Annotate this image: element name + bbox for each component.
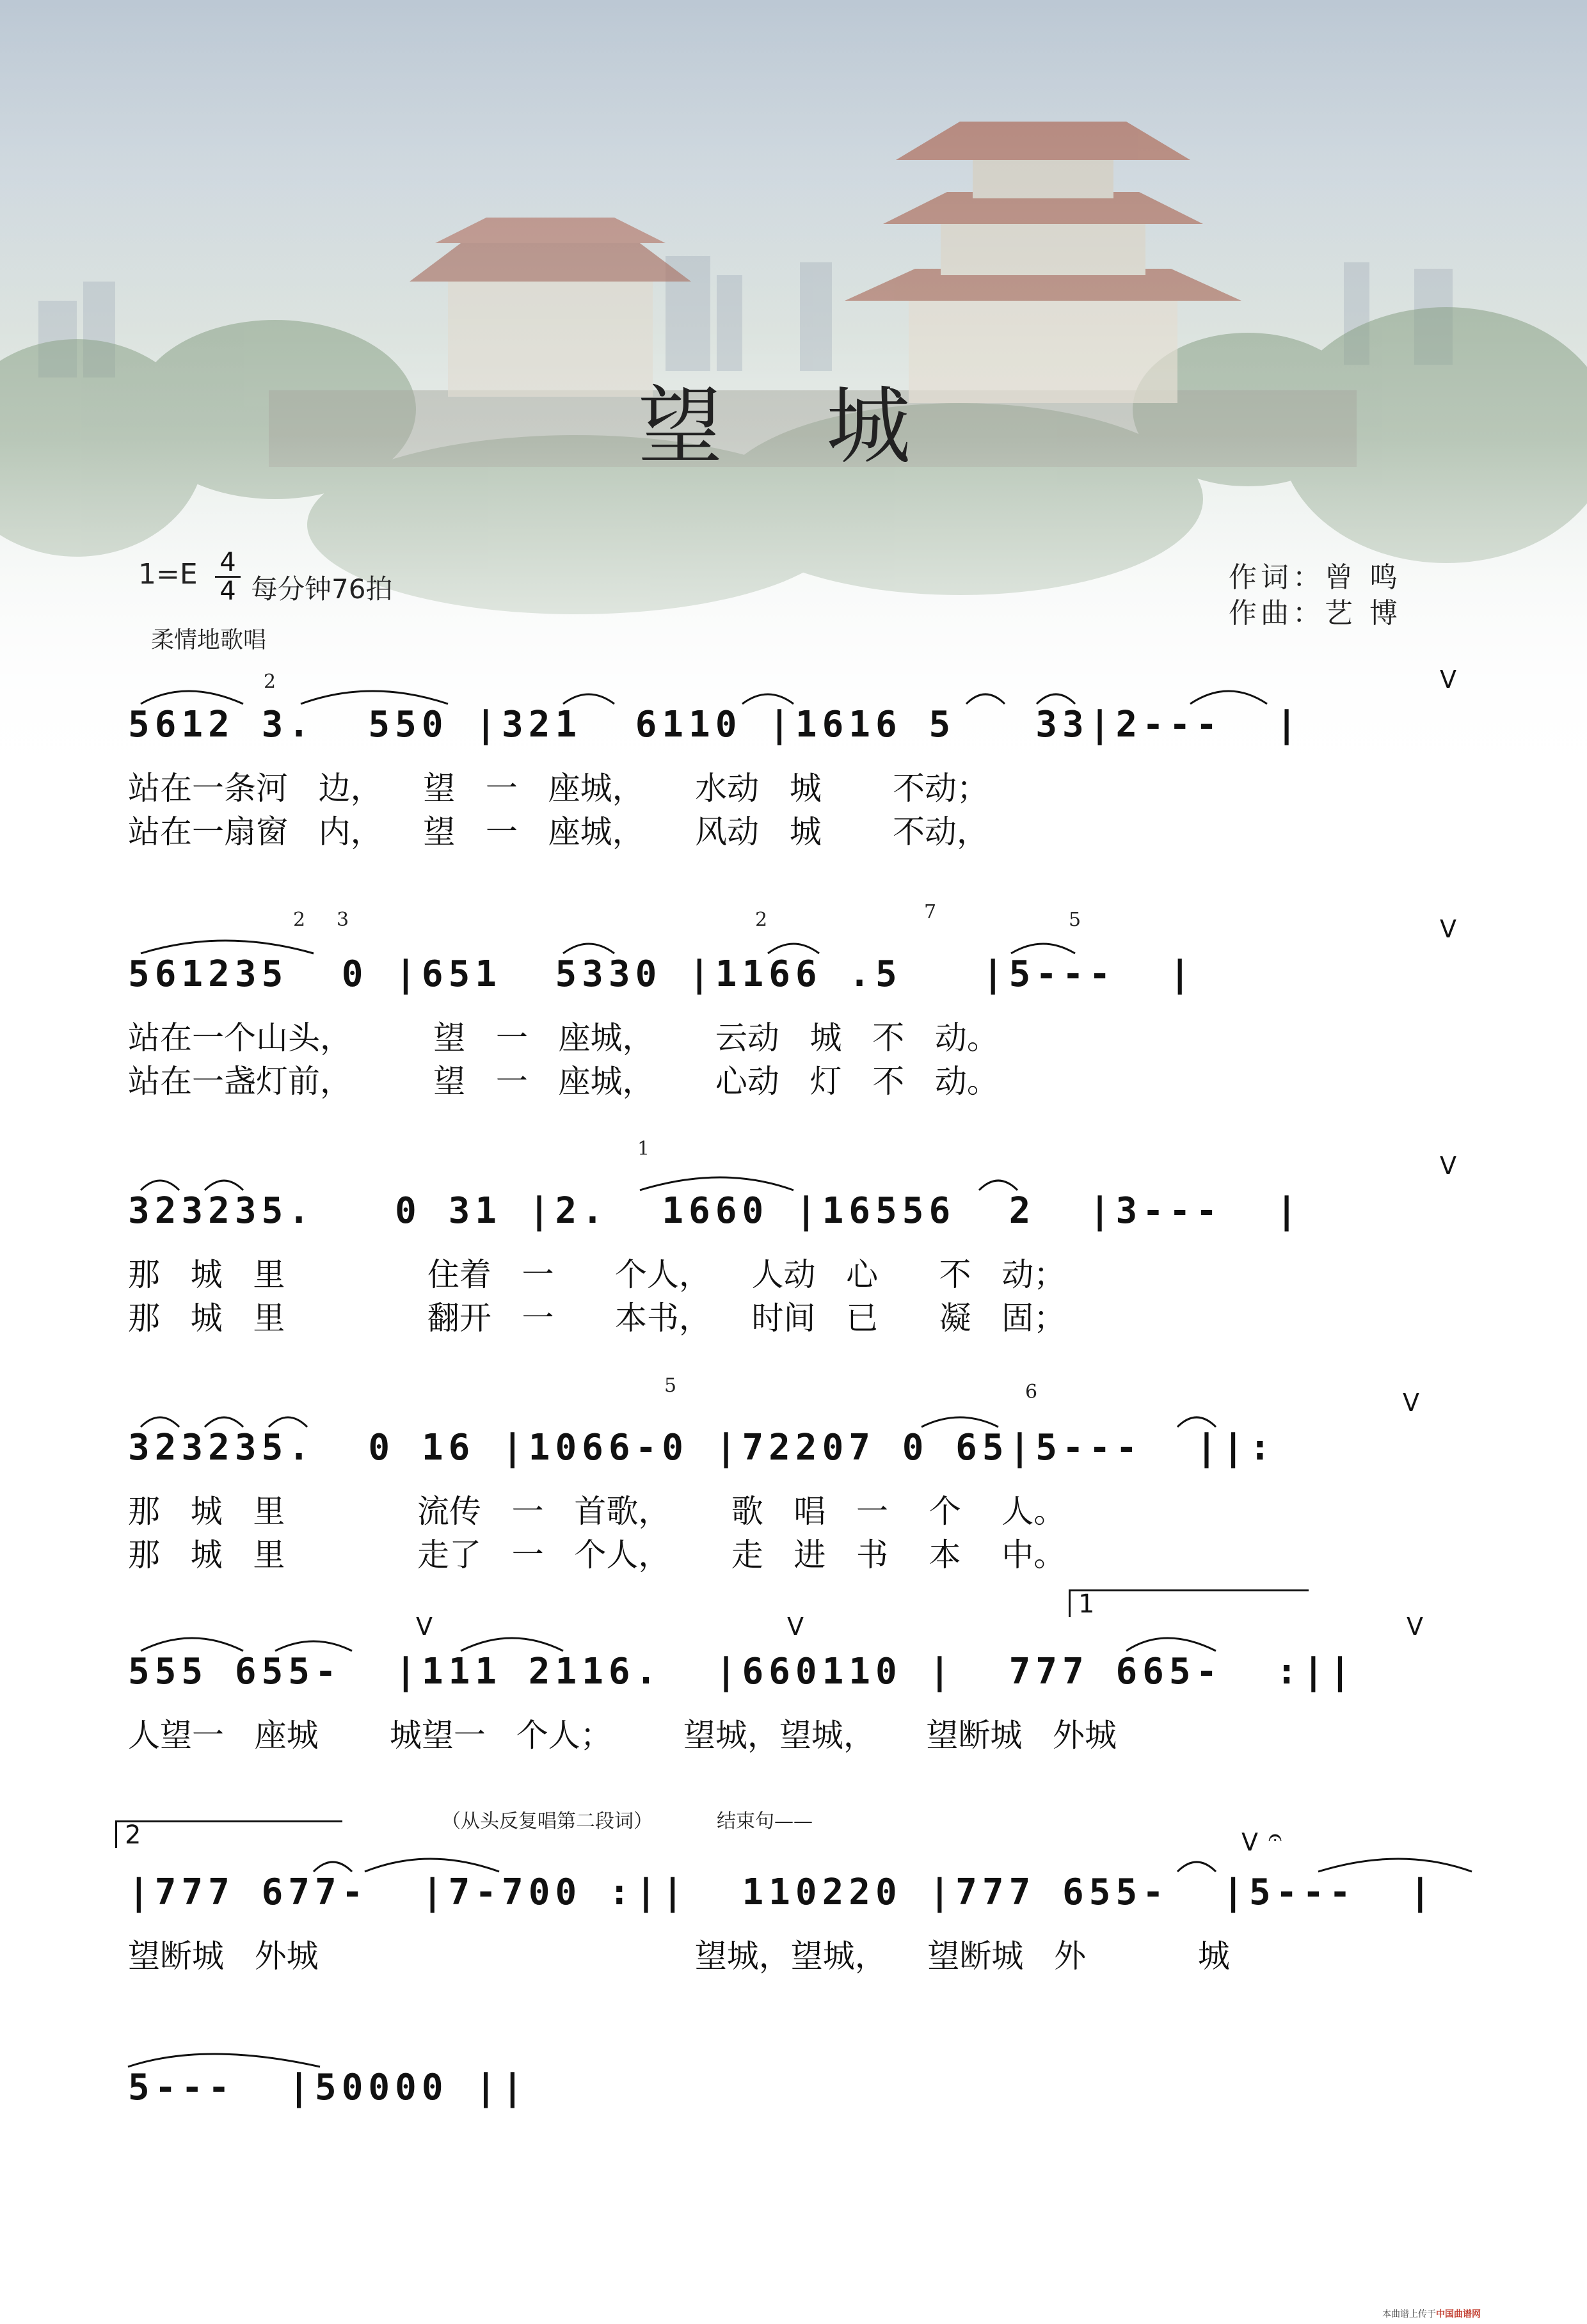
grace-note-7: 7 <box>924 901 937 923</box>
breath-mark: V <box>1241 1828 1258 1856</box>
breath-mark: V <box>787 1612 804 1641</box>
breath-mark: V <box>1407 1612 1423 1641</box>
lyricist-credit: 作词：曾 鸣 <box>1229 561 1401 594</box>
breath-mark: V <box>416 1612 433 1641</box>
second-ending-bracket: 2 <box>115 1820 342 1848</box>
breath-mark: V <box>1440 915 1456 943</box>
breath-mark: V <box>1440 1152 1456 1180</box>
lyrics-verse-2: 站在一盏灯前， 望 一 座城， 心动 灯 不 动。 <box>128 1063 999 1100</box>
time-signature-bottom: 4 <box>219 577 236 606</box>
repeat-instruction: （从头反复唱第二段词） <box>442 1810 653 1833</box>
lyrics-verse-1: 人望一 座城 城望一 个人； 望城，望城， 望断城 外城 <box>128 1717 1117 1754</box>
time-signature <box>215 549 241 605</box>
grace-note-5: 5 <box>1069 909 1081 931</box>
tempo-marking: 每分钟76拍 <box>251 573 393 605</box>
breath-mark: V <box>1403 1389 1419 1417</box>
fermata-mark: 𝄐 <box>1268 1823 1282 1851</box>
grace-note-5: 5 <box>664 1374 677 1397</box>
first-ending-bracket: 1 <box>1069 1589 1309 1617</box>
source-credit-prefix: 本曲谱上传于 <box>1382 2309 1436 2320</box>
key-signature: 1=E <box>138 558 198 591</box>
composer-credit: 作曲：艺 博 <box>1229 597 1401 630</box>
lyrics-verse-2: 那 城 里 翻开 一 本书， 时间 已 凝 固； <box>128 1300 1066 1337</box>
notation-line-7: 5--- |50000 || <box>128 2067 529 2108</box>
grace-note-6: 6 <box>1025 1381 1038 1403</box>
lyrics-verse-1: 那 城 里 住着 一 个人， 人动 心 不 动； <box>128 1256 1066 1293</box>
notation-line-6: |777 677- |7-700 :|| 110220 |777 655- |5--- | <box>128 1872 1437 1913</box>
lyrics-verse-1: 站在一条河 边， 望 一 座城， 水动 城 不动； <box>128 770 989 807</box>
notation-line-1: 5612 3. 550 |321 6110 |1616 5 33|2--- | <box>128 704 1303 745</box>
notation-line-4: 323235. 0 16 |1066-0 |72207 0 65|5--- ||: <box>128 1427 1276 1468</box>
source-credit-site: 中国曲谱网 <box>1436 2309 1481 2320</box>
lyrics-verse-2: 那 城 里 走了 一 个人， 走 进 书 本 中。 <box>128 1536 1066 1573</box>
expression-marking: 柔情地歌唱 <box>151 627 267 653</box>
notation-line-5: 555 655- |111 2116. |660110 | 777 665- :|| <box>128 1651 1356 1692</box>
lyrics-verse-1: 站在一个山头， 望 一 座城， 云动 城 不 动。 <box>128 1019 999 1056</box>
lyrics-verse-1: 那 城 里 流传 一 首歌， 歌 唱 一 个 人。 <box>128 1493 1066 1530</box>
breath-mark: V <box>1440 665 1456 694</box>
time-signature-top: 4 <box>215 549 241 578</box>
grace-note-1: 1 <box>637 1138 650 1160</box>
lyrics-verse-1: 望断城 外城 望城，望城， 望断城 外 城 <box>128 1938 1230 1975</box>
source-credit <box>1382 2307 1481 2320</box>
grace-note-2: 2 <box>293 909 306 931</box>
grace-note-2: 2 <box>755 909 768 931</box>
grace-note-3: 3 <box>337 909 349 931</box>
lyrics-verse-2: 站在一扇窗 内， 望 一 座城， 风动 城 不动， <box>128 813 989 850</box>
ending-phrase-label: 结束句—— <box>717 1810 813 1833</box>
grace-note-2: 2 <box>264 671 276 693</box>
notation-line-3: 323235. 0 31 |2. 1660 |16556 2 |3--- | <box>128 1190 1303 1232</box>
notation-line-2: 561235 0 |651 5330 |1166 .5 |5--- | <box>128 953 1196 995</box>
song-title: 望 城 <box>638 378 949 476</box>
